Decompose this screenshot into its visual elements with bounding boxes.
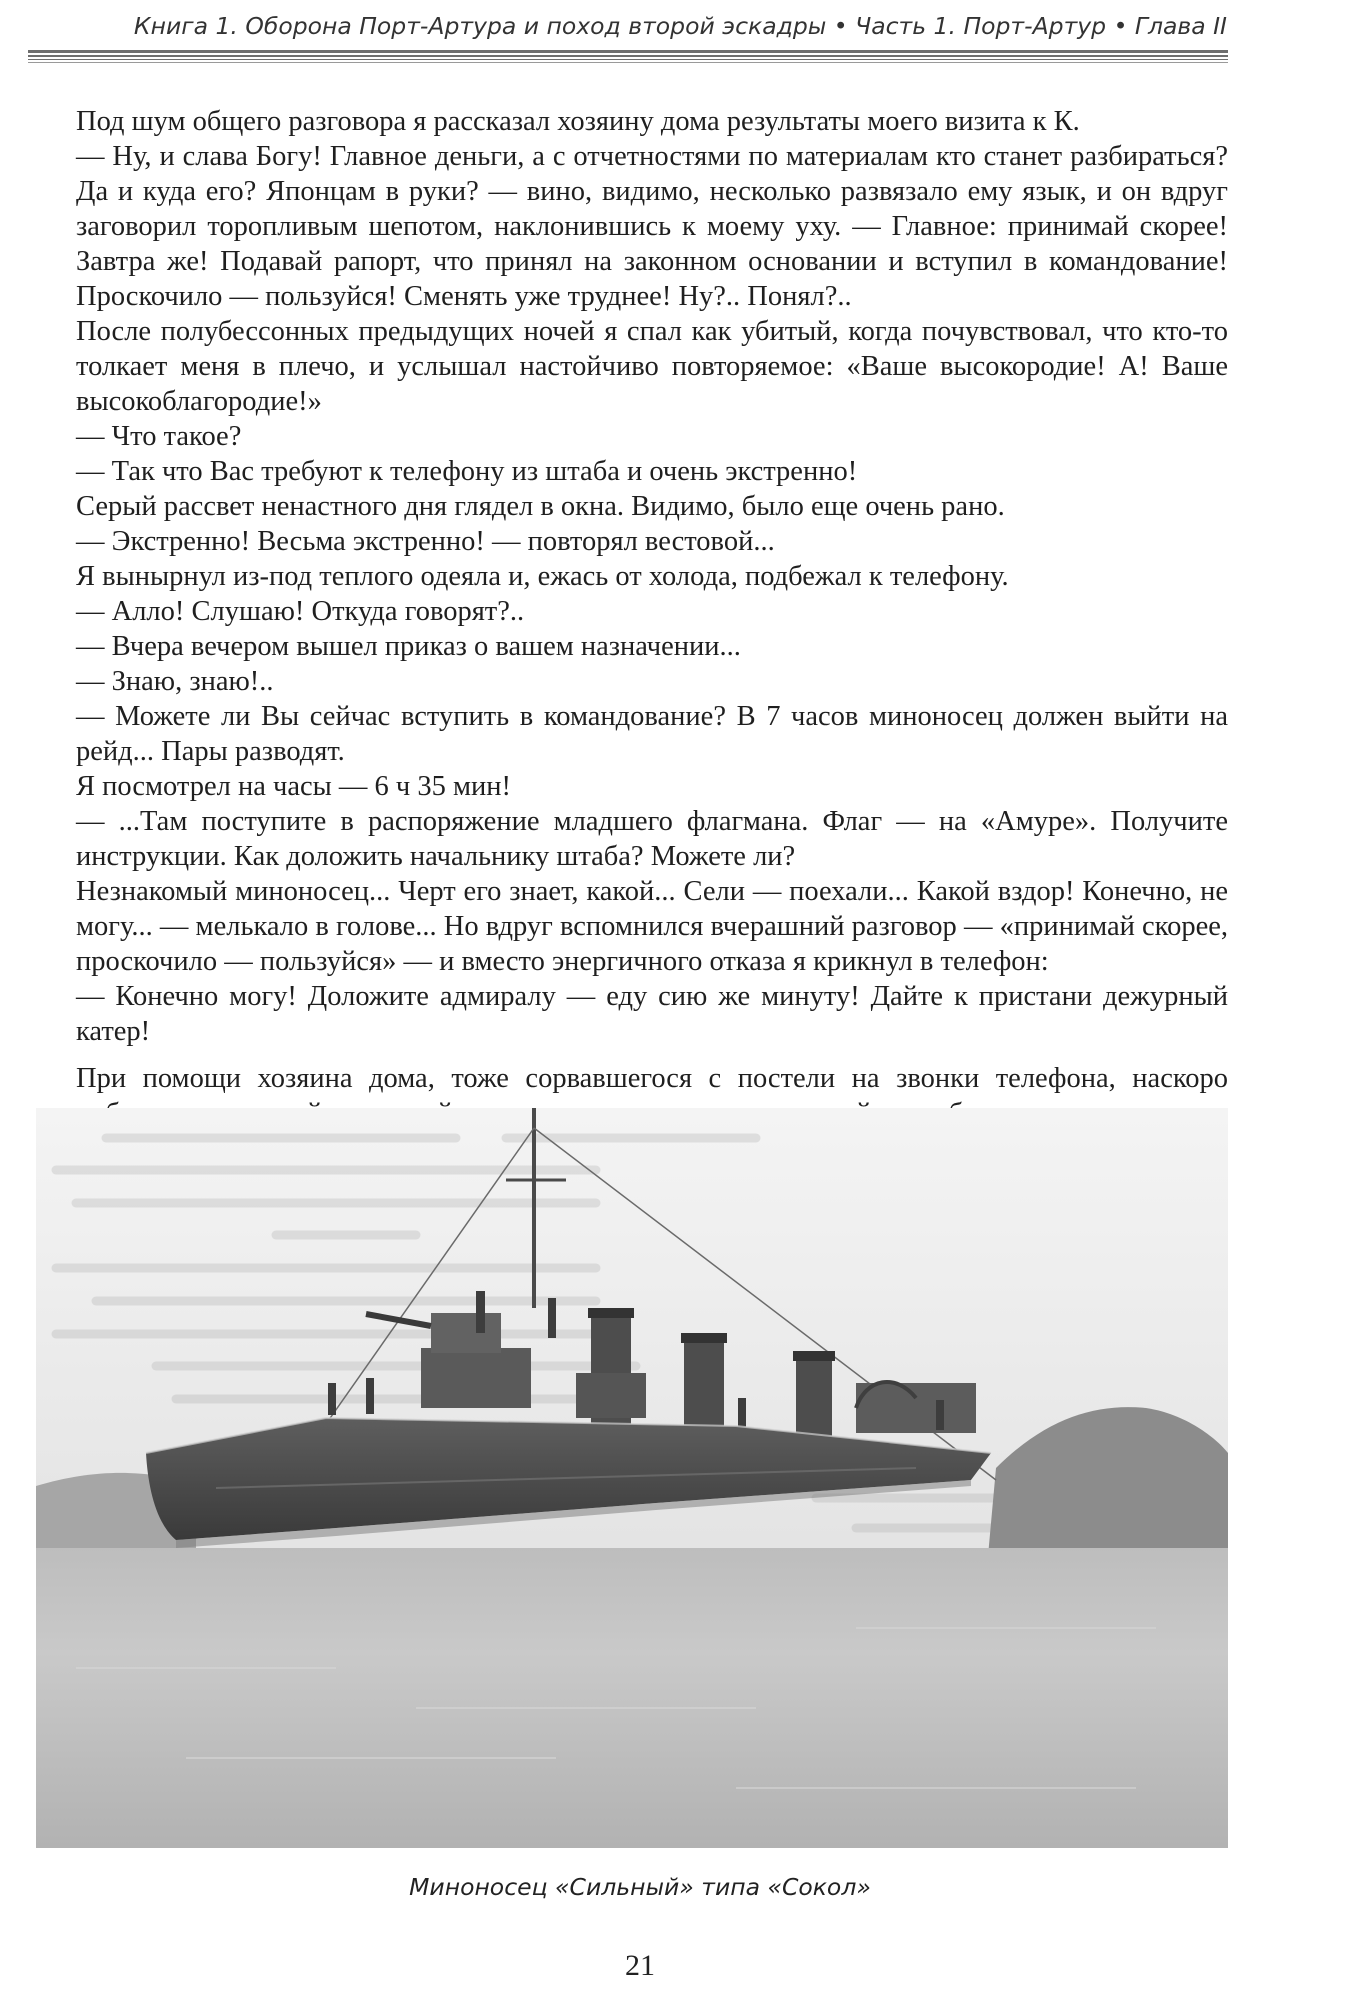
paragraph: — Можете ли Вы сейчас вступить в командование? В 7 часов миноносец должен выйти на рейд... Пары разводят. xyxy=(76,701,1228,767)
paragraph: — Так что Вас требуют к телефону из штаба и очень экстренно! xyxy=(76,456,858,487)
header-rule xyxy=(28,62,1228,63)
header-rule xyxy=(28,50,1228,53)
paragraph: При помощи хозяина дома, тоже сорвавшегося с постели на звонки телефона, наскоро xyxy=(76,1063,1228,1094)
paragraph: Я посмотрел на часы — 6 ч 35 мин! xyxy=(76,771,512,802)
paragraph: — Конечно могу! Доложите адмиралу — еду сию же минуту! Дайте к пристани дежурный катер! xyxy=(76,981,1228,1047)
header-rule xyxy=(28,59,1228,60)
running-head: Книга 1. Оборона Порт-Артура и поход второй эскадры • Часть 1. Порт-Артур • Глава II xyxy=(133,12,1227,40)
paragraph: Серый рассвет ненастного дня глядел в окна. Видимо, было еще очень рано. xyxy=(76,491,1005,522)
body-text xyxy=(76,104,1228,1131)
paragraph: — ...Там поступите в распоряжение младшего флагмана. Флаг — на «Амуре». Получите инструкции. Как доложить начальнику штаба? Можете ли? xyxy=(76,806,1228,872)
paragraph: — Знаю, знаю!.. xyxy=(76,666,274,697)
paragraph: — Ну, и слава Богу! Главное деньги, а с отчетностями по материалам кто станет разбираться? Да и куда его? Японцам в руки? — вино, видимо, несколько развязало ему язык, и он вдруг заговорил торопливым шепотом, наклонившись к моему уху. — Главное: принимай скорее! Завтра же! Подавай рапорт, что принял на законном основании и вступил в командование! Проскочило — пользуйся! Сменять уже труднее! Ну?.. Понял?.. xyxy=(76,141,1228,312)
figure-caption: Миноносец «Сильный» типа «Сокол» xyxy=(409,1873,871,1901)
paragraph: — Экстренно! Весьма экстренно! — повторял вестовой... xyxy=(76,526,775,557)
sea xyxy=(36,1548,1228,1848)
paragraph: — Что такое? xyxy=(76,421,242,452)
destroyer-photo-drawing xyxy=(36,1108,1228,1848)
paragraph: После полубессонных предыдущих ночей я спал как убитый, когда почувствовал, что кто-то толкает меня в плечо, и услышал настойчиво повторяемое: «Ваше высокородие! А! Ваше высокоблагородие!» xyxy=(76,316,1228,417)
page-number: 21 xyxy=(625,1949,655,1982)
paragraph: — Вчера вечером вышел приказ о вашем назначении... xyxy=(76,631,741,662)
paragraph: Незнакомый миноносец... Черт его знает, какой... Сели — поехали... Какой вздор! Конечно, не могу... — мелькало в голове... Но вдруг вспомнился вчерашний разговор — «принимай скорее, проскочило — пользуйся» — и вместо энергичного отказа я крикнул в телефон: xyxy=(76,876,1228,977)
paragraph: — Алло! Слушаю! Откуда говорят?.. xyxy=(76,596,525,627)
header-rule xyxy=(28,55,1228,57)
paragraph: Под шум общего разговора я рассказал хозяину дома результаты моего визита к К. xyxy=(76,106,1080,137)
paragraph: Я вынырнул из-под теплого одеяла и, ежась от холода, подбежал к телефону. xyxy=(76,561,1009,592)
destroyer-photo xyxy=(36,1108,1228,1848)
